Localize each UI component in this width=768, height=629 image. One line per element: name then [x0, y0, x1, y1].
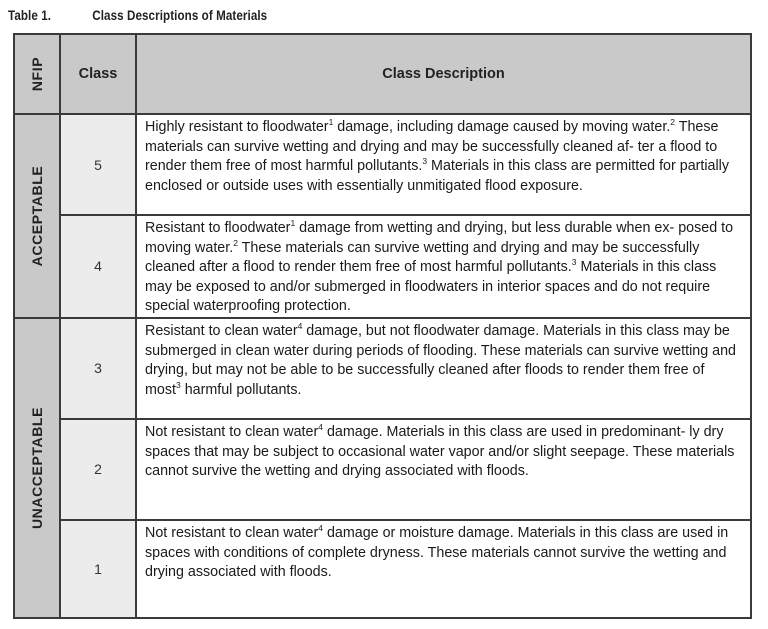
description-text: damage or moisture damage. Materials in this class are used in spaces with conditions of complete dryness. These materials cannot survive the wetting and drying associated with floods. [145, 524, 729, 581]
class-header: Class [60, 34, 136, 114]
class-number: 2 [60, 419, 136, 520]
footnote-marker: 2 [233, 237, 238, 248]
description-text: Resistant to floodwater [145, 220, 291, 236]
footnote-marker: 1 [328, 117, 334, 127]
description-text: harmful pollutants. [180, 381, 302, 398]
footnote-marker: 4 [318, 421, 323, 432]
class-number: 3 [60, 318, 136, 419]
class-descriptions-table [13, 33, 752, 619]
acceptable-group [14, 114, 60, 318]
footnote-marker: 4 [297, 320, 303, 331]
description-text: damage. Materials in this class are used in predominant- ly dry spaces that may be subject to occasional water vapor and/or slight seepage. These materials cannot survive the wetting and drying associated with floods. [145, 423, 735, 480]
description-text: damage from wetting and drying, but less durable when ex- posed to moving water. [145, 220, 734, 256]
acceptable-group-label: ACCEPTABLE [29, 165, 45, 267]
description-text: Not resistant to clean water [145, 423, 319, 440]
footnote-marker: 2 [670, 117, 676, 127]
nfip-header-label: NFIP [29, 56, 45, 92]
description-text: Resistant to clean water [145, 322, 298, 339]
table-title: Class Descriptions of Materials [92, 8, 268, 23]
class-number: 4 [60, 215, 136, 318]
unacceptable-group [14, 318, 60, 618]
class-description [136, 215, 751, 318]
description-text: Highly resistant to floodwater [145, 119, 329, 135]
description-text: Materials in this class may be exposed to and/or submerged in floodwaters in interior spaces and do not require special waterproofing protection. [145, 259, 717, 315]
class-description [136, 318, 751, 419]
nfip-header [14, 34, 60, 114]
footnote-marker: 3 [175, 379, 181, 390]
footnote-marker: 4 [318, 522, 323, 533]
class-number: 5 [60, 114, 136, 215]
description-text: Materials in this class are permitted for partially enclosed or outside uses with essentially unmitigated flood exposure. [145, 158, 730, 194]
footnote-marker: 1 [290, 218, 296, 228]
description-text: Not resistant to clean water [145, 524, 319, 541]
unacceptable-group-label: UNACCEPTABLE [29, 406, 45, 529]
description-header: Class Description [136, 34, 751, 114]
class-description [136, 114, 751, 215]
class-number: 1 [60, 520, 136, 618]
table-row [14, 114, 751, 215]
table-row [14, 318, 751, 419]
table-row [14, 419, 751, 520]
footnote-marker: 3 [422, 156, 428, 167]
table-row [14, 520, 751, 618]
header-row [14, 34, 751, 114]
table-number: Table 1. [8, 8, 52, 23]
description-text: These materials can survive wetting and drying and may be successfully cleaned after a flood to render them free of most harmful pollutants. [145, 239, 700, 276]
class-description [136, 520, 751, 618]
footnote-marker: 3 [571, 257, 577, 268]
description-text: damage, but not floodwater damage. Materials in this class may be submerged in clean water during periods of flooding. These materials can survive wetting and drying, but may not be able to be successfully cleaned after floods to render them free of most [145, 322, 737, 398]
class-description [136, 419, 751, 520]
table-caption [8, 8, 267, 23]
table-row [14, 215, 751, 318]
description-text: damage, including damage caused by moving water. [333, 119, 671, 135]
description-text: These materials can survive wetting and drying and may be successfully cleaned af- ter a flood to render them free of most harmful pollutants. [145, 119, 719, 175]
